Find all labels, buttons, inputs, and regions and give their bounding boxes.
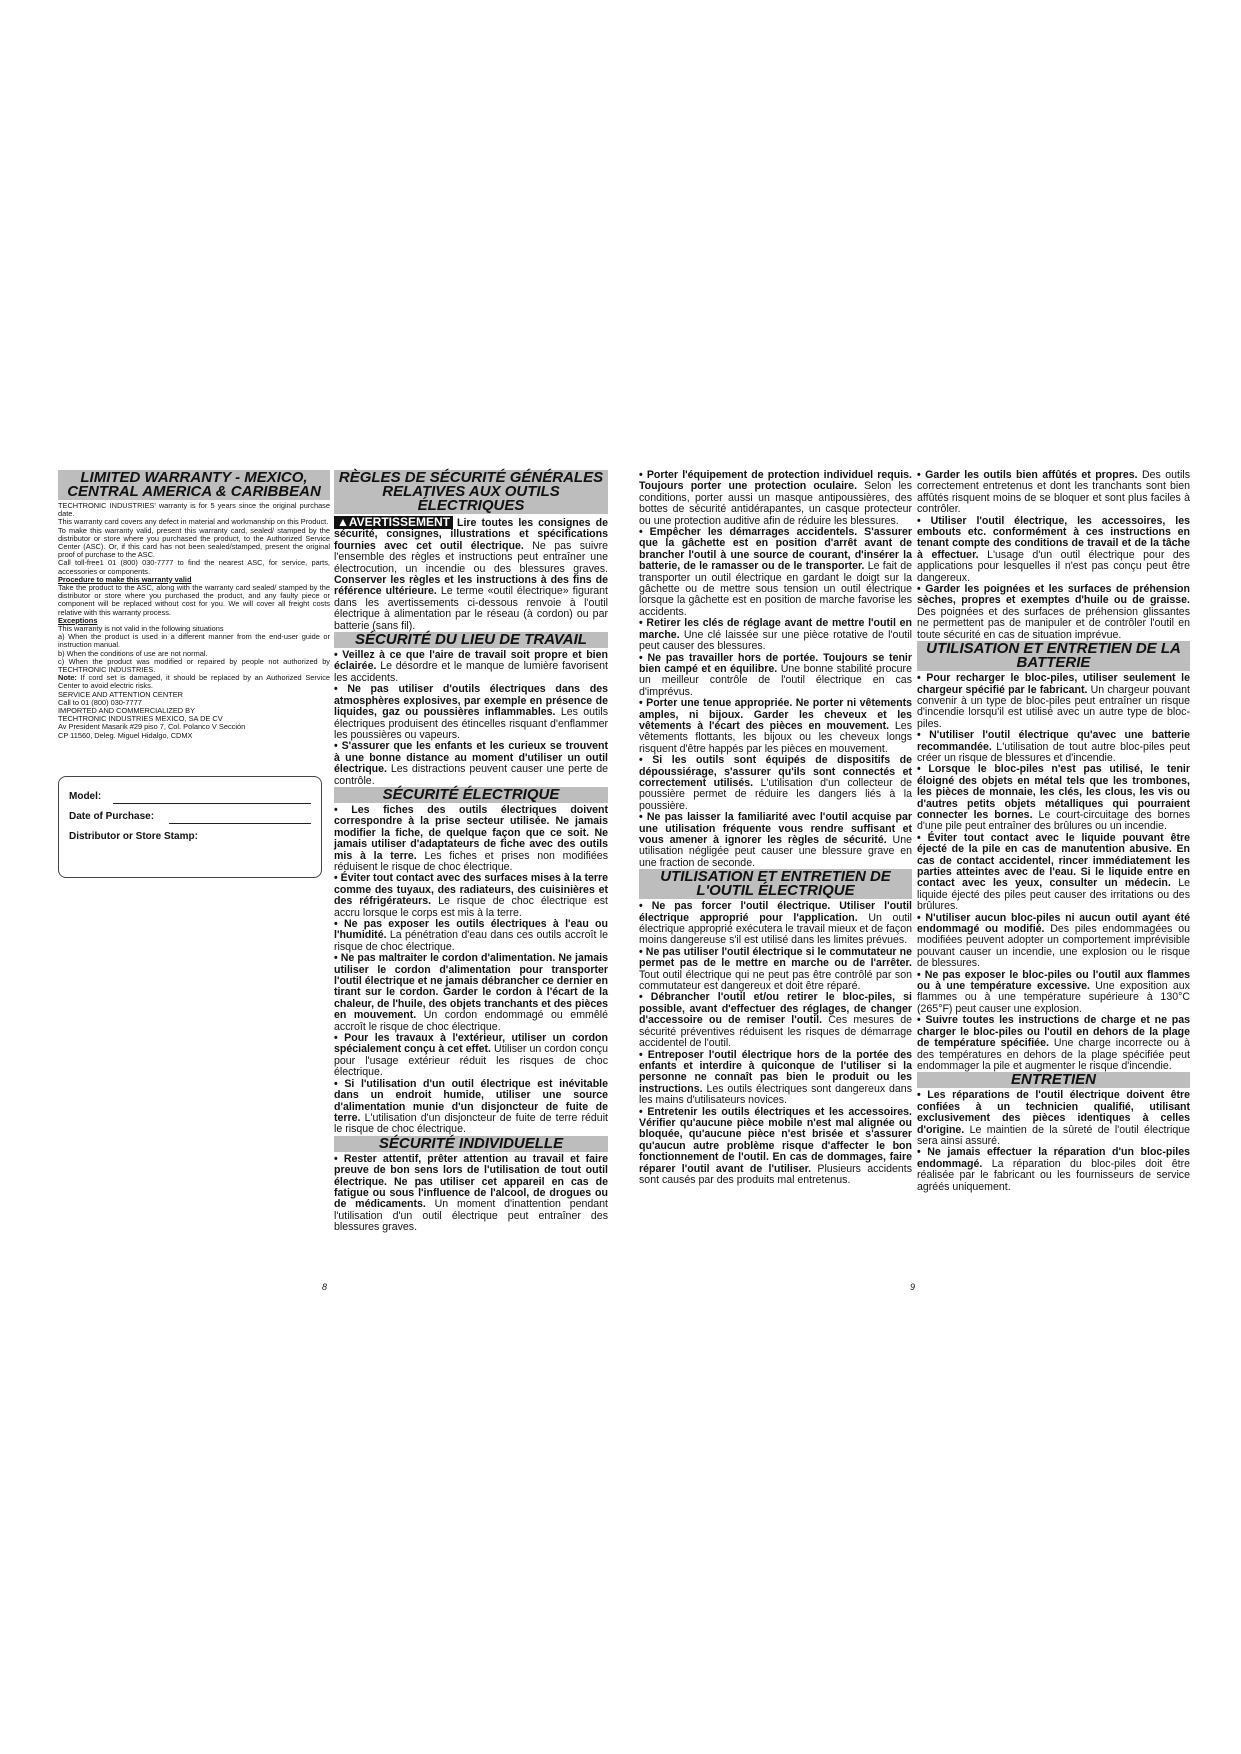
rule-item: • Ne pas forcer l'outil électrique. Utiliser l'outil électrique approprié pour l'application. Un outil électrique approprié exécutera le travail mieux et de façon moins dangereuse s'il est utilisé dans les limites prévues. <box>639 900 912 947</box>
exception-item: c) When the product was modified or repaired by people not authorized by TECHTRONIC INDUSTRIES. <box>58 656 330 675</box>
model-field-line[interactable] <box>113 803 311 804</box>
note-label: Note: <box>58 673 77 683</box>
rule-item: • Entretenir les outils électriques et les accessoires. Vérifier qu'aucune pièce mobile n'est mal alignée ou bloquée, qu'aucune pièce n'est brisée et s'assurer qu'aucun autre problème risque d'affecter le bon fonctionnement de l'outil. En cas de dommages, faire réparer l'outil avant de l'utiliser. Plusieurs accidents sont causés par des produits mal entretenus. <box>639 1105 912 1186</box>
rule-item: • Empêcher les démarrages accidentels. S'assurer que la gâchette est en position d'arrêt avant de brancher l'outil à une source de courant, d'insérer la batterie, de le ramasser ou de le transporter. Le fait de transporter un outil électrique en gardant le doigt sur la gâchette ou de mettre sous tension un outil électrique lorsque la gâchette est en position de marche favorise les accidents. <box>639 526 912 618</box>
rule-item: • Ne pas travailler hors de portée. Toujours se tenir bien campé et en équilibre. Une bonne stabilité procure un meilleur contrôle de l'outil électrique en cas d'imprévus. <box>639 651 912 698</box>
warning-label: ▲AVERTISSEMENT <box>334 516 453 529</box>
rule-item: • Ne pas maltraiter le cordon d'alimentation. Ne jamais utiliser le cordon d'alimentation pour transporter l'outil électrique et ne jamais débrancher ce dernier en tirant sur le cordon. Garder le cordon à l'écart de la chaleur, de l'huile, des objets tranchants et des pièces en mouvement. Un cordon endommagé ou emmêlé accroît le risque de choc électrique. <box>334 952 608 1033</box>
rule-item: • Si les outils sont équipés de dispositifs de dépoussiérage, s'assurer qu'ils sont connectés et correctement utilisés. L'utilisation d'un collecteur de poussière permet de réduire les dangers liés à la poussière. <box>639 754 912 812</box>
rule-item: • Ne pas utiliser d'outils électriques dans des atmosphères explosives, par exemple en présence de liquides, gaz ou poussières inflammables. Les outils électriques produisent des étincelles risquant d'enflammer les poussières ou vapeurs. <box>334 683 608 741</box>
maintenance-heading: ENTRETIEN <box>917 1072 1190 1088</box>
importer-line: CP 11560, Deleg. Miguel Hidalgo, CDMX <box>58 730 193 740</box>
warranty-text: Call toll-free1 01 (800) 030-7777 to find the nearest ASC, for service, parts, accessories or components. <box>58 558 330 576</box>
rule-item: • N'utiliser l'outil électrique qu'avec une batterie recommandée. L'utilisation de tout autre bloc-piles peut créer un risque de blessures et d'incendie. <box>917 729 1190 764</box>
rule-item: • Entreposer l'outil électrique hors de la portée des enfants et interdire à quiconque de l'utiliser si la personne ne connaît pas bien le produit ou les instructions. Les outils électriques sont dangereux dans les mains d'utilisateurs novices. <box>639 1048 912 1107</box>
procedure-heading: Procedure to make this warranty valid <box>58 574 192 584</box>
rule-item: • Les fiches des outils électriques doivent correspondre à la prise secteur utilisée. Ne jamais modifier la fiche, de quelque façon que ce soit. Ne jamais utiliser d'adaptateurs de fiche avec des outils mis à la terre. Les fiches et prises non modifiées réduisent le risque de choc électrique. <box>334 803 608 873</box>
rule-item: • Ne pas utiliser l'outil électrique si le commutateur ne permet pas de le mettre en marche ou de l'arrêter. Tout outil électrique qui ne peut pas être contrôlé par son commutateur est dangereux et doit être réparé. <box>639 945 912 993</box>
rule-item: • Pour les travaux à l'extérieur, utiliser un cordon spécialement conçu à cet effet. Utiliser un cordon conçu pour l'usage extérieur réduit les risques de choc électrique. <box>334 1032 608 1079</box>
rule-item: • Rester attentif, prêter attention au travail et faire preuve de bon sens lors de l'utilisation de tout outil électrique. Ne pas utiliser cet appareil en cas de fatigue ou sous l'influence de l'alcool, de drogues ou de médicaments. Un moment d'inattention pendant l'utilisation d'un outil électrique peut entraîner des blessures graves. <box>334 1152 608 1234</box>
warning-bold: Conserver les règles et les instructions à des fins de référence ultérieure. <box>334 574 608 598</box>
warranty-text: TECHTRONIC INDUSTRIES' warranty is for 5 years since the original purchase date. <box>58 501 330 519</box>
rule-item: • Pour recharger le bloc-piles, utiliser seulement le chargeur spécifié par le fabricant. Un chargeur pouvant convenir à un type de bloc-piles peut entraîner un risque d'incendie lorsqu'il est utilisé avec un autre type de bloc-piles. <box>917 672 1190 730</box>
rule-item: • Éviter tout contact avec des surfaces mises à la terre comme des tuyaux, des radiateurs, des cuisinières et des réfrigérateurs. Le risque de choc électrique est accru lorsque le corps est mis à la terre. <box>334 872 608 919</box>
warranty-text: This warranty card covers any defect in material and workmanship on this Product. <box>58 517 329 527</box>
note-text: If cord set is damaged, it should be replaced by an Authorized Service Center to avoid electric risks. <box>58 673 330 691</box>
electrical-safety-heading: SÉCURITÉ ÉLECTRIQUE <box>334 787 608 803</box>
warranty-text: To make this warranty valid, present this warranty card, sealed/ stamped by the distributor or store where you purchased the product, to the Authorized Service Center (ASC). Or, if this card has not been sealed/stamped, present the original proof of purchase to the ASC. <box>58 525 330 560</box>
importer-line: Av President Masarik #29 piso 7, Col. Polanco V Sección <box>58 722 246 732</box>
warning-text: Ne pas suivre l'ensemble des règles et instructions peut entraîner une électrocution, un incendie ou des blessures graves. <box>334 539 608 575</box>
safety-rules-column-2 <box>639 470 912 1186</box>
warranty-title: LIMITED WARRANTY - MEXICO, CENTRAL AMERICA & CARIBBEAN <box>58 470 330 500</box>
rule-item: • Porter une tenue appropriée. Ne porter ni vêtements amples, ni bijoux. Garder les cheveux et les vêtements à l'écart des pièces en mouvement. Les vêtements flottants, les bijoux ou les cheveux longs risquent d'être happés par les pièces en mouvement. <box>639 697 912 755</box>
exceptions-intro: This warranty is not valid in the following situations <box>58 624 224 634</box>
importer-line: IMPORTED AND COMMERCIALIZED BY <box>58 706 196 716</box>
importer-line: TECHTRONIC INDUSTRIES MEXICO, SA DE CV <box>58 714 223 724</box>
model-label: Model: <box>69 791 102 802</box>
exceptions-heading: Exceptions <box>58 615 98 625</box>
purchase-date-field-line[interactable] <box>169 823 311 824</box>
page-number-right: 9 <box>910 1282 916 1292</box>
tool-use-care-heading: UTILISATION ET ENTRETIEN DE L'OUTIL ÉLECTRIQUE <box>639 869 912 899</box>
exception-item: a) When the product is used in a different manner from the end-user guide or instruction manual. <box>58 632 330 650</box>
rule-item: • Ne pas exposer les outils électriques à l'eau ou l'humidité. La pénétration d'eau dans ces outils accroît le risque de choc électrique. <box>334 918 608 953</box>
page-number-left: 8 <box>322 1282 328 1292</box>
rule-item: • Débrancher l'outil et/ou retirer le bloc-piles, si possible, avant d'effectuer des réglages, de changer d'accessoire ou de remiser l'outil. Ces mesures de sécurité préventives réduisent les risques de démarrage accidentel de l'outil. <box>639 991 912 1050</box>
rule-item: • S'assurer que les enfants et les curieux se trouvent à une bonne distance au moment d'utiliser un outil électrique. Les distractions peuvent causer une perte de contrôle. <box>334 740 608 787</box>
rule-item: • Ne pas exposer le bloc-piles ou l'outil aux flammes ou à une température excessive. Une exposition aux flammes ou à une température supérieure à 130°C (265°F) peut causer une explosion. <box>917 968 1190 1015</box>
general-safety-title: RÈGLES DE SÉCURITÉ GÉNÉRALES RELATIVES AUX OUTILS ÉLECTRIQUES <box>334 470 608 514</box>
warning-paragraph <box>334 516 608 632</box>
battery-use-care-heading: UTILISATION ET ENTRETIEN DE LA BATTERIE <box>917 641 1190 671</box>
purchase-date-label: Date of Purchase: <box>69 811 155 822</box>
rule-item: • Ne pas laisser la familiarité avec l'outil acquise par une utilisation fréquente vous rendre suffisant et vous amener à ignorer les règles de sécurité. Une utilisation négligée peut causer une blessure grave en une fraction de seconde. <box>639 811 912 869</box>
rule-item: • Les réparations de l'outil électrique doivent être confiées à un technicien qualifié, utilisant exclusivement des pièces identiques à celles d'origine. Le maintien de la sûreté de l'outil électrique sera ainsi assuré. <box>917 1089 1190 1147</box>
rule-item: • Garder les poignées et les surfaces de préhension sèches, propres et exemptes d'huile ou de graisse. Des poignées et des surfaces de préhension glissantes ne permettent pas de manipuler et de contrôler l'outil en toute sécurité en cas de situation imprévue. <box>917 583 1190 641</box>
exception-item: b) When the conditions of use are not normal. <box>58 648 208 658</box>
procedure-text: Take the product to the ASC, along with the warranty card sealed/ stamped by the distributor or store where you purchased the product, and any faulty piece or component will be replaced without cost for you. We will cover all freight costs relative with this warranty process. <box>58 583 330 617</box>
service-center-title: SERVICE AND ATTENTION CENTER <box>58 689 183 699</box>
rule-item: • N'utiliser aucun bloc-piles ni aucun outil ayant été endommagé ou modifié. Des piles endommagées ou modifiées peuvent adopter un comportement imprévisible pouvant causer un incendie, une explosion ou le risque de blessures. <box>917 911 1190 970</box>
rule-item: • Retirer les clés de réglage avant de mettre l'outil en marche. Une clé laissée sur une pièce rotative de l'outil peut causer des blessures. <box>639 617 912 653</box>
warranty-stamp-box <box>58 776 322 878</box>
rule-item: • Lorsque le bloc-piles n'est pas utilisé, le tenir éloigné des objets en métal tels que les trombones, les pièces de monnaie, les clés, les clous, les vis ou d'autres petits objets métalliques qui pourraient connecter les bornes. Le court-circuitage des bornes d'une pile peut entraîner des brûlures ou un incendie. <box>917 763 1190 833</box>
rule-item: • Garder les outils bien affûtés et propres. Des outils correctement entretenus et dont les tranchants sont bien affûtés risquent moins de se bloquer et sont plus faciles à contrôler. <box>917 469 1190 516</box>
distributor-stamp-label: Distributor or Store Stamp: <box>69 831 198 842</box>
rule-item: • Porter l'équipement de protection individuel requis. Toujours porter une protection oculaire. Selon les conditions, porter aussi un masque antipoussières, des bottes de sécurité antidérapantes, un casque protecteur ou une protection auditive afin de réduire les blessures. <box>639 469 912 527</box>
rule-item: • Veillez à ce que l'aire de travail soit propre et bien éclairée. Le désordre et le manque de lumière favorisent les accidents. <box>334 649 608 684</box>
workplace-safety-heading: SÉCURITÉ DU LIEU DE TRAVAIL <box>334 632 608 648</box>
rule-item: • Ne jamais effectuer la réparation d'un bloc-piles endommagé. La réparation du bloc-piles doit être réalisée par le fabricant ou les fournisseurs de service agréés uniquement. <box>917 1146 1190 1193</box>
warranty-column <box>58 470 330 740</box>
service-center-phone: Call to 01 (800) 030-7777 <box>58 697 142 707</box>
warning-text: Le terme «outil électrique» figurant dans les avertissements ci-dessous renvoie à l'outil électrique à alimentation par le réseau (à cordon) ou par batterie (sans fil). <box>334 585 608 632</box>
note <box>58 674 330 690</box>
rule-item: • Éviter tout contact avec le liquide pouvant être éjecté de la pile en cas de manutention abusive. En cas de contact accidentel, rincer immédiatement les parties atteintes avec de l'eau. Si le liquide entre en contact avec les yeux, consulter un médecin. Le liquide éjecté des piles peut causer des irritations ou des brûlures. <box>917 831 1190 913</box>
personal-safety-heading: SÉCURITÉ INDIVIDUELLE <box>334 1136 608 1152</box>
rule-item: • Suivre toutes les instructions de charge et ne pas charger le bloc-piles ou l'outil en dehors de la plage de température spécifiée. Une charge incorrecte ou à des températures en dehors de la plage spécifiée peut endommager la pile et augmenter le risque d'incendie. <box>917 1014 1190 1072</box>
warning-bold: Lire toutes les consignes de sécurité, consignes, illustrations et spécifications fournies avec cet outil électrique. <box>334 517 608 552</box>
rule-item: • Si l'utilisation d'un outil électrique est inévitable dans un endroit humide, utiliser une source d'alimentation munie d'un disjoncteur de fuite de terre. L'utilisation d'un disjoncteur de fuite de terre réduit le risque de choc électrique. <box>334 1077 608 1136</box>
safety-rules-column-1 <box>334 470 608 1234</box>
safety-rules-column-3 <box>917 470 1190 1193</box>
rule-item: • Utiliser l'outil électrique, les accessoires, les embouts etc. conformément à ces instructions en tenant compte des conditions de travail et de la tâche à effectuer. L'usage d'un outil électrique pour des applications pour lesquelles il n'est pas conçu peut être dangereux. <box>917 514 1190 584</box>
